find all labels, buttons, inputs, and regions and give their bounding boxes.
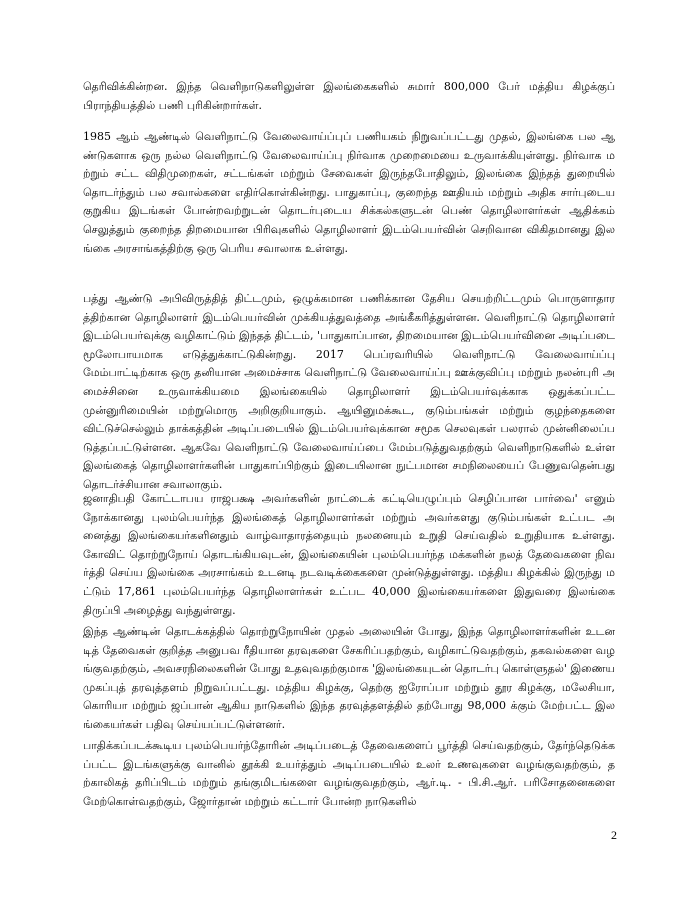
paragraph-4: ஜனாதிபதி கோட்டாபய ராஜபக்ஷ அவர்களின் நாட்டைக் கட்டியெழுப்பும் செழிப்பான பார்வை' எனும் நோக்கானது புலம்பெயர்ந்த இலங்கைத் தொழிலாளர்கள் மற்றும் அவர்களது குடும்பங்கள் உட்பட அனைத்து இலங்கையர்களினதும் வாழ்வாதாரத்தையும் நலனையும் உறுதி செய்வதில் உறுதியாக உள்ளது. கோவிட் தொற்றுநோய் தொடங்கியவுடன், இலங்கையின் புலம்பெயர்ந்த மக்களின் நலத் தேவைகளை நிவர்த்தி செய்ய இலங்கை அரசாங்கம் உடனடி நடவடிக்கைகளை முன்டுத்துள்ளது. மத்திய கிழக்கில் இருந்து மட்டும் 17,861 புலம்பெயர்ந்த தொழிலாளர்கள் உட்பட 40,000 இலங்கையர்களை இதுவரை இலங்கை திருப்பி அழைத்து வந்துள்ளது. [83, 492, 615, 617]
page-number: 2 [611, 828, 617, 842]
paragraph-5: இந்த ஆண்டின் தொடக்கத்தில் தொற்றுநோயின் முதல் அலையின் போது, இந்த தொழிலாளர்களின் உடனடித் தேவைகள் குறித்த அனுபவ ரீதியான தரவுகளை சேகரிப்பதற்கும், வழிகாட்டுவதற்கும், தகவல்களை வழங்குவதற்கும், அவசரநிலைகளின் போது உதவுவதற்குமாக 'இலங்கையுடன் தொடர்பு கொள்ளுதல்' இணைய முகப்புத் தரவுத்தளம் நிறுவப்பட்டது. மத்திய கிழக்கு, தெற்கு ஐரோப்பா மற்றும் தூர கிழக்கு, மலேசியா, கொரியா மற்றும் ஜப்பான் ஆகிய நாடுகளில் இந்த தரவுத்தளத்தில் தற்போது 98,000 க்கும் மேற்பட்ட இலங்கையர்கள் பதிவு செய்யப்பட்டுள்ளனர். [83, 625, 615, 731]
paragraph-6: பாதிக்கப்படக்கூடிய புலம்பெயர்ந்தோரின் அடிப்படைத் தேவைகளைப் பூர்த்தி செய்வதற்கும், தேர்ந்தெடுக்கப்பட்ட இடங்களுக்கு வானில் தூக்கி உயர்த்தும் அடிப்படையில் உலர் உணவுகளை வழங்குவதற்கும், தற்காலிகத் தரிப்பிடம் மற்றும் தங்குமிடங்களை வழங்குவதற்கும், ஆர்.டி. - பி.சி.ஆர். பரிசோதனைகளை மேற்கொள்வதற்கும், ஜோர்தான் மற்றும் கட்டார் போன்ற நாடுகளில் [83, 739, 615, 808]
paragraph-3: பத்து ஆண்டு அபிவிருத்தித் திட்டமும், ஒழுக்கமான பணிக்கான தேசிய செயற்றிட்டமும் பொருளாதாரத்திற்கான தொழிலாளர் இடம்பெயர்வின் முக்கியத்துவத்தை அங்கீகரித்துள்ளன. வெளிநாட்டு தொழிலாளர் இடம்பெயர்வுக்கு வழிகாட்டும் இந்தத் திட்டம், 'பாதுகாப்பான, திறமையான இடம்பெயர்வினை அடிப்படை மூலோபாயமாக எடுத்துக்காட்டுகின்றது. 2017 பெப்ரவரியில் வெளிநாட்டு வேலைவாய்ப்பு மேம்பாட்டிற்காக ஒரு தனியான அமைச்சாக வெளிநாட்டு வேலைவாய்ப்பு ஊக்குவிப்பு மற்றும் நலன்புரி அமைச்சினை உருவாக்கியமை இலங்கையில் தொழிலாளர் இடம்பெயர்வுக்காக ஒதுக்கப்பட்ட முன்னுரிமையின் மற்றுமொரு அறிகுறியாகும். ஆயினுமக்கூட, குடும்பங்கள் மற்றும் குழந்தைகளை விட்டுச்செல்லும் தாக்கத்தின் அடிப்படையில் இடம்பெயர்வுக்கான சமூக செலவுகள் பலரால் முன்னிலைப்படுத்தப்பட்டுள்ளன. ஆகவே வெளிநாட்டு வேலைவாய்ப்பை மேம்படுத்துவதற்கும் வெளிநாடுகளில் உள்ள இலங்கைத் தொழிலாளர்களின் பாதுகாப்பிற்கும் இடையிலான நுட்பமான சமநிலையைப் பேணுவதென்பது தொடர்ச்சியான சவாலாகும். [83, 292, 616, 491]
paragraph-1: தெரிவிக்கின்றன. இந்த வெளிநாடுகளிலுள்ள இலங்கைகளில் சுமார் 800,000 பேர் மத்திய கிழக்குப் பிராந்தியத்தில் பணி புரிகின்றார்கள். [83, 80, 615, 112]
paragraph-2: 1985 ஆம் ஆண்டில் வெளிநாட்டு வேலைவாய்ப்புப் பணியகம் நிறுவப்பட்டது முதல், இலங்கை பல ஆண்டுகளாக ஒரு நல்ல வெளிநாட்டு வேலைவாய்ப்பு நிர்வாக முறைமையை உருவாக்கியுள்ளது. நிர்வாக மற்றும் சட்ட விதிமுறைகள், சட்டங்கள் மற்றும் சேவைகள் இருந்தபோதிலும், இலங்கை இந்தத் துறையில் தொடர்ந்தும் பல சவால்களை எதிர்கொள்கின்றது. பாதுகாப்பு, குறைந்த ஊதியம் மற்றும் அதிக சார்புடைய குறுகிய இடங்கள் போன்றவற்றுடன் தொடர்புடைய சிக்கல்களுடன் பெண் தொழிலாளர்கள் ஆதிக்கம் செலுத்தும் குறைந்த திறமையான பிரிவுகளில் தொழிலாளர் இடம்பெயர்வின் செறிவான விகிதமானது இலங்கை அரசாங்கத்திற்கு ஒரு பெரிய சவாலாக உள்ளது. [83, 130, 615, 255]
